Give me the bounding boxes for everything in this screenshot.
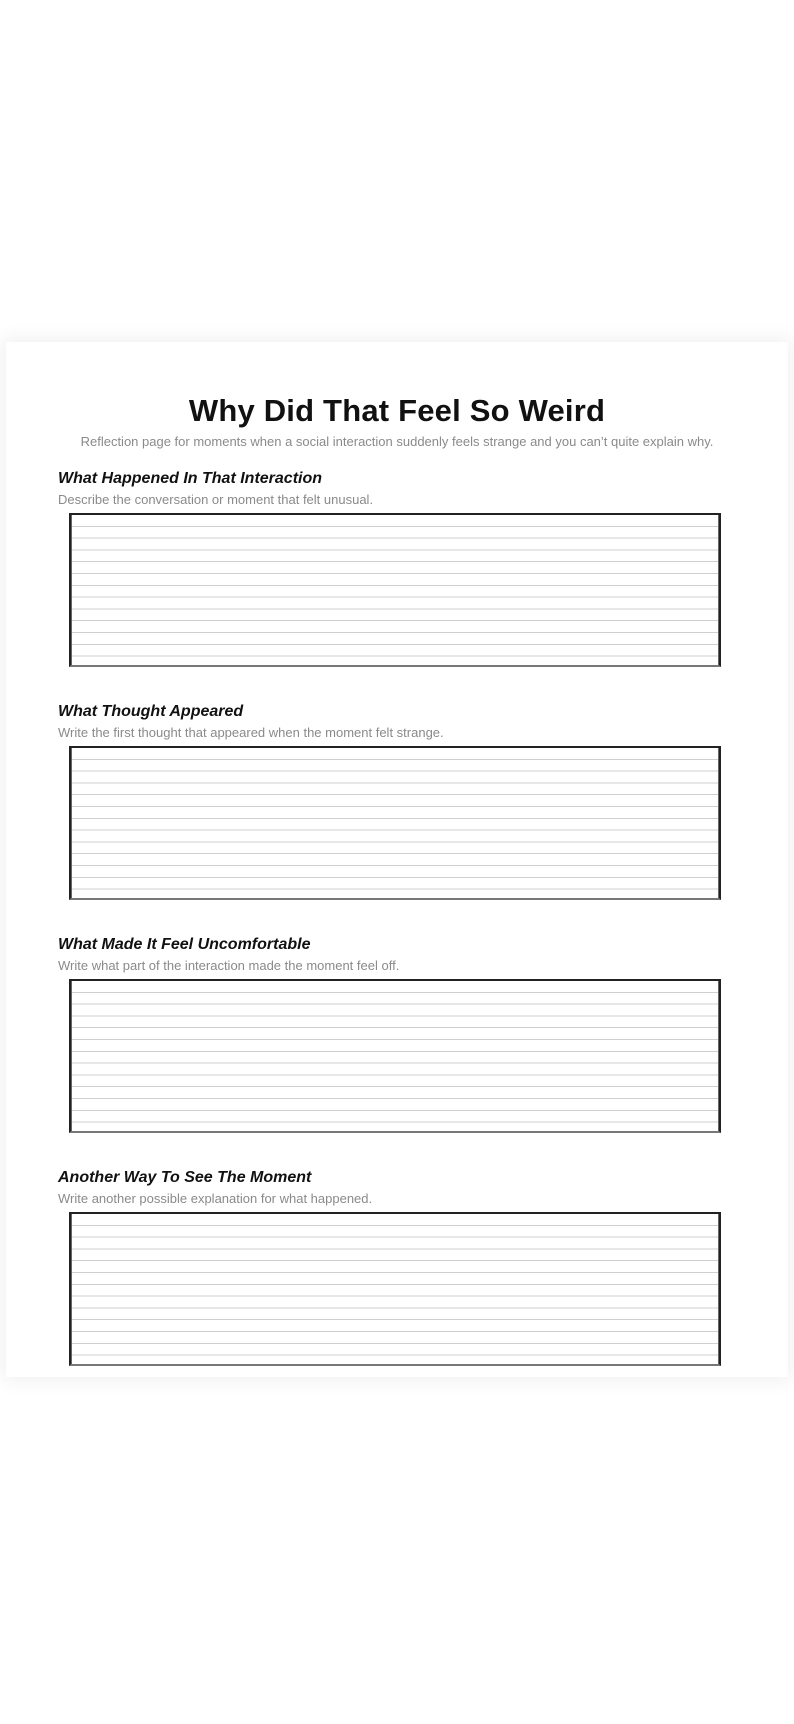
section-what-happened xyxy=(58,469,738,667)
section-description: Write the first thought that appeared when the moment felt strange. xyxy=(58,725,444,740)
writing-lines-box[interactable] xyxy=(69,746,721,900)
writing-lines-box[interactable] xyxy=(69,1212,721,1366)
section-heading: What Thought Appeared xyxy=(58,703,244,720)
section-what-made-uncomfortable xyxy=(58,935,738,1133)
page-title: Why Did That Feel So Weird xyxy=(188,393,606,428)
section-heading: Another Way To See The Moment xyxy=(58,1169,312,1186)
section-heading: What Happened In That Interaction xyxy=(58,470,323,487)
section-description: Write what part of the interaction made the moment feel off. xyxy=(58,958,400,973)
worksheet-page xyxy=(6,342,788,1377)
section-description: Describe the conversation or moment that felt unusual. xyxy=(58,492,374,507)
writing-lines-box[interactable] xyxy=(69,979,721,1133)
section-description: Write another possible explanation for what happened. xyxy=(58,1191,373,1206)
writing-lines-box[interactable] xyxy=(69,513,721,667)
section-heading: What Made It Feel Uncomfortable xyxy=(58,936,311,953)
page-subtitle: Reflection page for moments when a social interaction suddenly feels strange and you can’t quite explain why. xyxy=(80,434,714,449)
section-what-thought xyxy=(58,702,738,900)
section-another-way xyxy=(58,1168,738,1366)
